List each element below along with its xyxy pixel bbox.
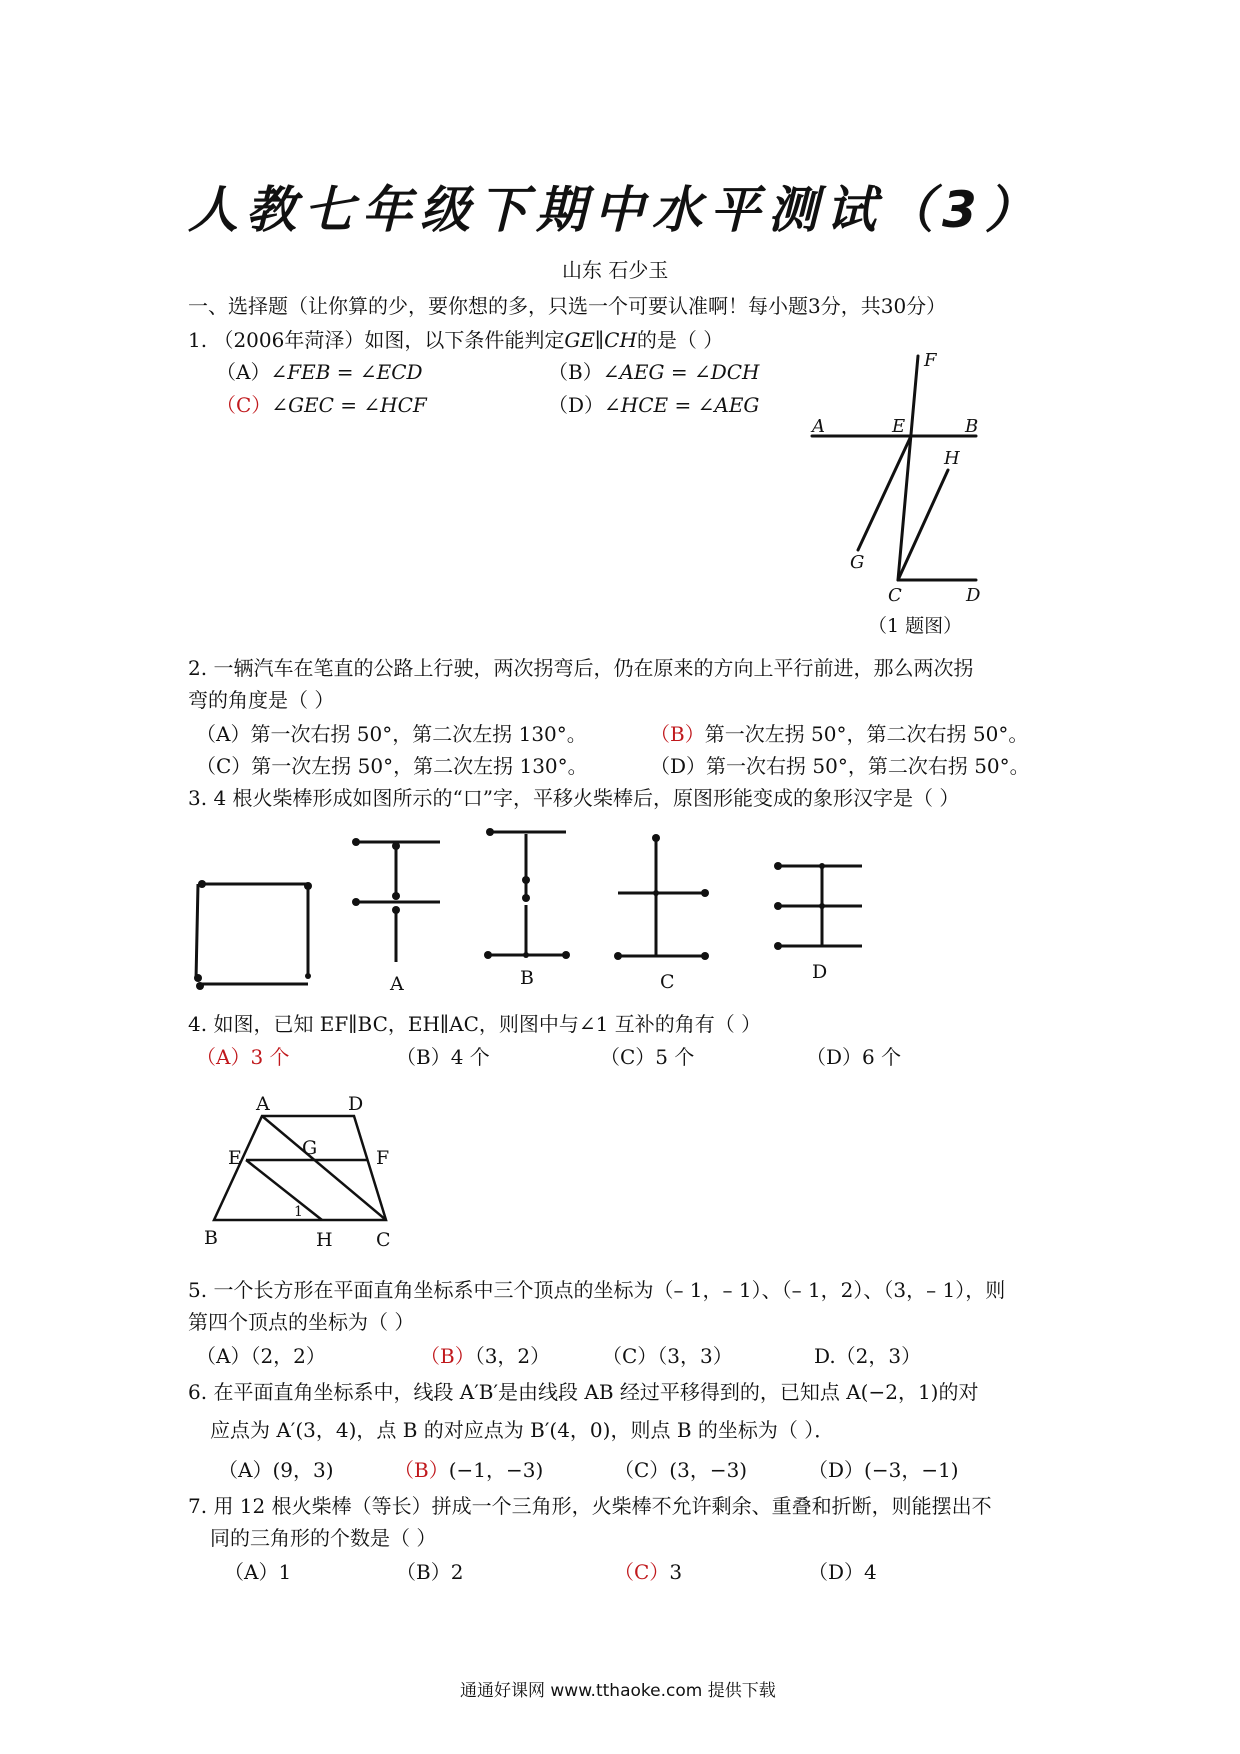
q2-option-c: （C）第一次左拐 50°，第二次左拐 130°。: [196, 754, 588, 778]
q7-option-c: [614, 1560, 682, 1584]
q1-option-c-text: ∠GEC = ∠HCF: [271, 393, 427, 417]
q5-option-c: （C）（3，3）: [602, 1344, 733, 1368]
q3-label-c: C: [660, 971, 675, 993]
q1-figure-caption: （1 题图）: [868, 615, 963, 637]
q4-option-a-text: （A）3 个: [196, 1045, 290, 1069]
q2-option-a: （A）第一次右拐 50°，第二次左拐 130°。: [196, 722, 587, 746]
q2-option-b-text: 第一次左拐 50°，第二次右拐 50°。: [704, 722, 1029, 746]
q5-option-b: [420, 1344, 550, 1368]
q4-line-ac: [262, 1116, 386, 1220]
q7-option-a: （A）1: [224, 1560, 292, 1584]
q1-stem-math: GE∥CH: [564, 328, 637, 352]
q1-stem-end: 的是（ ）: [636, 328, 724, 352]
q4-option-b: （B）4 个: [396, 1045, 490, 1069]
q6-option-c: （C）(3，−3): [614, 1458, 748, 1482]
q1-label-e: E: [892, 416, 906, 437]
q4-label-1: 1: [294, 1204, 303, 1220]
question-3-stem: 3. 4 根火柴棒形成如图所示的“口”字，平移火柴棒后，原图形能变成的象形汉字是（ ）: [188, 786, 960, 810]
q1-option-a-text: ∠FEB = ∠ECD: [270, 360, 423, 384]
question-7-stem-line1: 7. 用 12 根火柴棒（等长）拼成一个三角形，火柴棒不允许剩余、重叠和折断，则能摆出不: [188, 1494, 992, 1518]
author: 山东 石少玉: [562, 258, 669, 282]
q4-label-a: A: [256, 1093, 270, 1115]
q2-option-d: （D）第一次右拐 50°，第二次右拐 50°。: [650, 754, 1030, 778]
section-heading: 一、选择题（让你算的少，要你想的多，只选一个可要认准啊！每小题3分，共30分）: [188, 294, 947, 318]
q1-label-b: B: [965, 416, 979, 437]
q4-label-e: E: [228, 1147, 242, 1169]
question-6-stem-line1: 6. 在平面直角坐标系中，线段 A′B′是由线段 AB 经过平移得到的，已知点 A(−2，1)的对: [188, 1380, 979, 1404]
q4-option-c: （C）5 个: [600, 1045, 695, 1069]
q2-option-b-label: （B）: [650, 722, 705, 746]
q4-line-eh: [246, 1160, 322, 1220]
q7-option-d: （D）4: [808, 1560, 877, 1584]
page-title: 人教七年级下期中水平测试（3）: [188, 181, 1043, 239]
q3-label-a: A: [390, 973, 404, 995]
q1-option-c-label: （C）: [216, 393, 272, 417]
q5-option-d: D.（2，3）: [814, 1344, 922, 1368]
q1-label-h: H: [944, 448, 960, 469]
q5-option-b-label: （B）: [420, 1344, 475, 1368]
question-6-stem-line2: 应点为 A′(3，4)，点 B 的对应点为 B′(4，0)，则点 B 的坐标为（ ）．: [210, 1418, 835, 1442]
question-2-stem-line2: 弯的角度是（ ）: [188, 688, 335, 712]
q5-option-b-text: （3，2）: [474, 1344, 551, 1368]
q1-label-d: D: [966, 585, 981, 606]
q4-label-g: G: [302, 1137, 318, 1159]
q6-option-b-text: (−1，−3): [448, 1458, 544, 1482]
page-footer: 通通好课网 www.tthaoke.com 提供下载: [460, 1681, 776, 1701]
q4-label-d: D: [348, 1093, 364, 1115]
q1-option-a-label: （A）: [216, 360, 271, 384]
q3-label-b: B: [520, 967, 534, 989]
question-7-stem-line2: 同的三角形的个数是（ ）: [210, 1526, 437, 1550]
q7-option-c-label: （C）: [614, 1560, 670, 1584]
q1-label-f: F: [924, 350, 937, 371]
question-5-stem-line2: 第四个顶点的坐标为（ ）: [188, 1310, 415, 1334]
q3-label-d: D: [812, 961, 828, 983]
q7-option-b: （B）2: [396, 1560, 464, 1584]
question-2-stem-line1: 2. 一辆汽车在笔直的公路上行驶，两次拐弯后，仍在原来的方向上平行前进，那么两次拐: [188, 656, 974, 680]
q6-option-d: （D）(−3，−1): [808, 1458, 959, 1482]
q1-stem-text: 1. （2006年菏泽）如图，以下条件能判定: [188, 328, 565, 352]
q1-option-d-text: ∠HCE = ∠AEG: [604, 393, 760, 417]
q1-option-b-label: （B）: [548, 360, 603, 384]
question-4-stem: 4. 如图，已知 EF∥BC，EH∥AC，则图中与∠1 互补的角有（ ）: [188, 1012, 762, 1036]
q5-option-a: （A）（2，2）: [196, 1344, 326, 1368]
question-5-stem-line1: 5. 一个长方形在平面直角坐标系中三个顶点的坐标为（– 1，– 1）、（– 1，2）、（3，– 1），则: [188, 1278, 1006, 1302]
q4-label-f: F: [376, 1147, 390, 1169]
q6-option-b-label: （B）: [394, 1458, 449, 1482]
q1-label-g: G: [850, 552, 865, 573]
q1-label-a: A: [812, 416, 825, 437]
q7-option-c-text: 3: [669, 1560, 683, 1584]
q6-option-a: （A）(9，3): [218, 1458, 334, 1482]
q1-label-c: C: [888, 585, 902, 606]
q4-label-c: C: [376, 1229, 391, 1251]
q1-option-b-text: ∠AEG = ∠DCH: [602, 360, 760, 384]
q1-option-d-label: （D）: [548, 393, 605, 417]
q4-label-h: H: [316, 1229, 333, 1251]
q4-label-b: B: [204, 1227, 218, 1249]
q6-option-b: [394, 1458, 543, 1482]
q4-option-d: （D）6 个: [806, 1045, 902, 1069]
